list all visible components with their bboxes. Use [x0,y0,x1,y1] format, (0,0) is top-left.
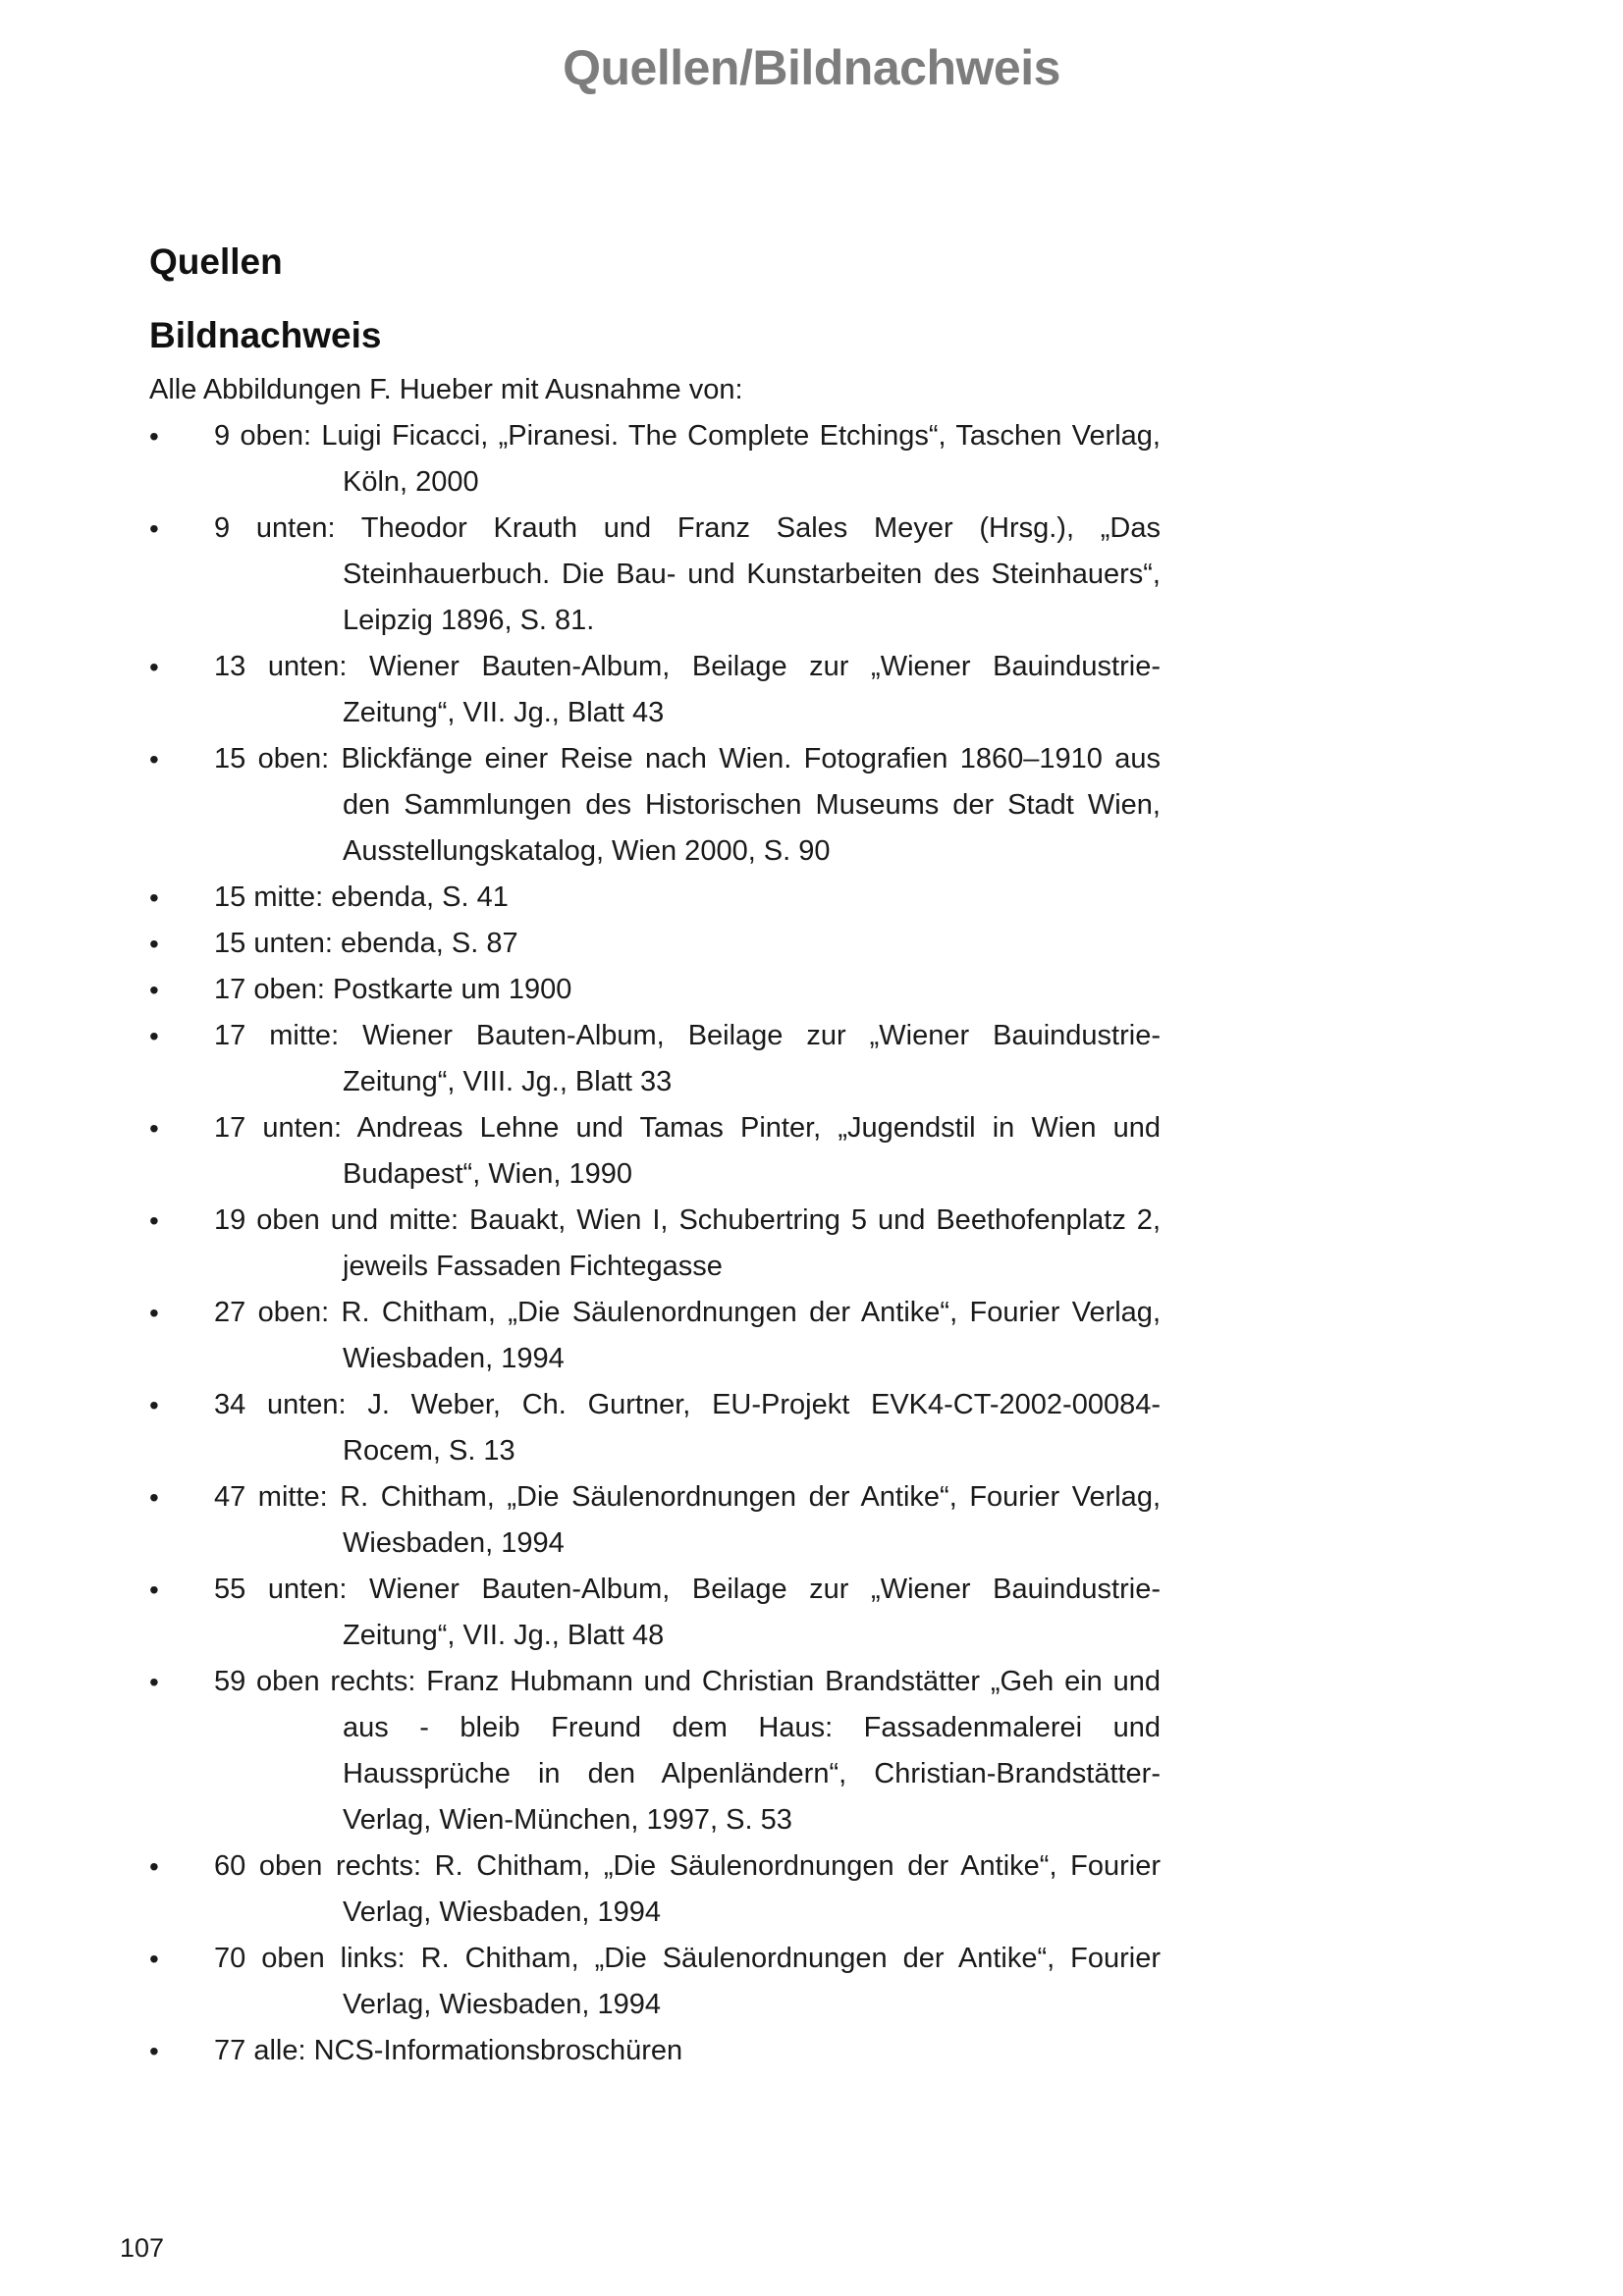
credit-entry [149,1290,1161,1382]
bullet-icon: • [149,1390,159,1420]
bullet-icon: • [149,513,159,544]
bullet-icon: • [149,652,159,682]
bullet-icon: • [149,1851,159,1882]
bullet-icon: • [149,1482,159,1513]
page-number: 107 [120,2233,165,2263]
credit-entry-text: 15 mitte: ebenda, S. 41 [214,881,509,913]
credit-entry-text: 15 unten: ebenda, S. 87 [214,928,518,959]
bullet-icon: • [149,1205,159,1236]
credit-entry-text: 15 oben: Blickfänge einer Reise nach Wien. Fotografien 1860–1910 aus den Sammlungen des Historischen Museums der Stadt Wien, Ausstellungskatalog, Wien 2000, S. 90 [214,743,1161,867]
bullet-icon: • [149,882,159,913]
credit-entry-text: 77 alle: NCS-Informationsbroschüren [214,2035,683,2066]
credit-entry-text: 17 oben: Postkarte um 1900 [214,974,572,1005]
credit-entry [149,1198,1161,1290]
bullet-icon: • [149,1113,159,1144]
bullet-icon: • [149,1298,159,1328]
credit-entry [149,736,1161,875]
credit-entry [149,506,1161,644]
credit-list [149,413,1161,2074]
bullet-icon: • [149,2036,159,2066]
credit-entry [149,1474,1161,1567]
credit-entry-text: 17 mitte: Wiener Bauten-Album, Beilage zur „Wiener Bauindustrie-Zeitung“, VIII. Jg., Blatt 33 [214,1020,1161,1097]
credit-entry [149,1013,1161,1105]
credit-entry [149,967,1161,1013]
credit-entry-text: 70 oben links: R. Chitham, „Die Säulenordnungen der Antike“, Fourier Verlag, Wiesbaden, 1994 [214,1943,1161,2020]
intro-text: Alle Abbildungen F. Hueber mit Ausnahme von: [149,374,743,405]
bullet-icon: • [149,975,159,1005]
credit-entry [149,1382,1161,1474]
credit-entry [149,1936,1161,2028]
quellen-heading: Quellen [149,241,283,282]
credit-entry [149,1843,1161,1936]
credit-entry-text: 55 unten: Wiener Bauten-Album, Beilage zur „Wiener Bauindustrie-Zeitung“, VII. Jg., Blatt 48 [214,1574,1161,1651]
bullet-icon: • [149,1667,159,1697]
credit-entry-text: 60 oben rechts: R. Chitham, „Die Säulenordnungen der Antike“, Fourier Verlag, Wiesbaden, 1994 [214,1850,1161,1928]
credit-entry-text: 47 mitte: R. Chitham, „Die Säulenordnungen der Antike“, Fourier Verlag, Wiesbaden, 1994 [214,1481,1161,1559]
credit-entry [149,644,1161,736]
page-title: Quellen/Bildnachweis [563,40,1060,95]
bullet-icon: • [149,421,159,452]
bullet-icon: • [149,929,159,959]
credit-entry-text: 34 unten: J. Weber, Ch. Gurtner, EU-Projekt EVK4-CT-2002-00084-Rocem, S. 13 [214,1389,1161,1467]
credit-entry [149,413,1161,506]
bullet-icon: • [149,1021,159,1051]
bullet-icon: • [149,744,159,774]
bullet-icon: • [149,1944,159,1974]
credit-entry-text: 13 unten: Wiener Bauten-Album, Beilage zur „Wiener Bauindustrie-Zeitung“, VII. Jg., Blatt 43 [214,651,1161,728]
credit-entry [149,1659,1161,1843]
credit-entry-text: 19 oben und mitte: Bauakt, Wien I, Schubertring 5 und Beethofenplatz 2, jeweils Fassaden Fichtegasse [214,1204,1161,1282]
credit-entry-text: 17 unten: Andreas Lehne und Tamas Pinter, „Jugendstil in Wien und Budapest“, Wien, 1990 [214,1112,1161,1190]
main-content [149,243,1161,2074]
credit-entry [149,1567,1161,1659]
credit-entry [149,921,1161,967]
credit-entry-text: 27 oben: R. Chitham, „Die Säulenordnungen der Antike“, Fourier Verlag, Wiesbaden, 1994 [214,1297,1161,1374]
credit-entry-text: 59 oben rechts: Franz Hubmann und Christian Brandstätter „Geh ein und aus - bleib Freund dem Haus: Fassadenmalerei und Haussprüche in den Alpenländern“, Christian-Brandstätter-Verlag, Wien-München, 1997, S. 53 [214,1666,1161,1836]
credit-entry-text: 9 oben: Luigi Ficacci, „Piranesi. The Complete Etchings“, Taschen Verlag, Köln, 2000 [214,420,1161,498]
credit-entry [149,1105,1161,1198]
credit-entry [149,2028,1161,2074]
credit-entry [149,875,1161,921]
bullet-icon: • [149,1575,159,1605]
credit-entry-text: 9 unten: Theodor Krauth und Franz Sales Meyer (Hrsg.), „Das Steinhauerbuch. Die Bau- und Kunstarbeiten des Steinhauers“, Leipzig 1896, S. 81. [214,512,1161,636]
bildnachweis-heading: Bildnachweis [149,315,382,355]
